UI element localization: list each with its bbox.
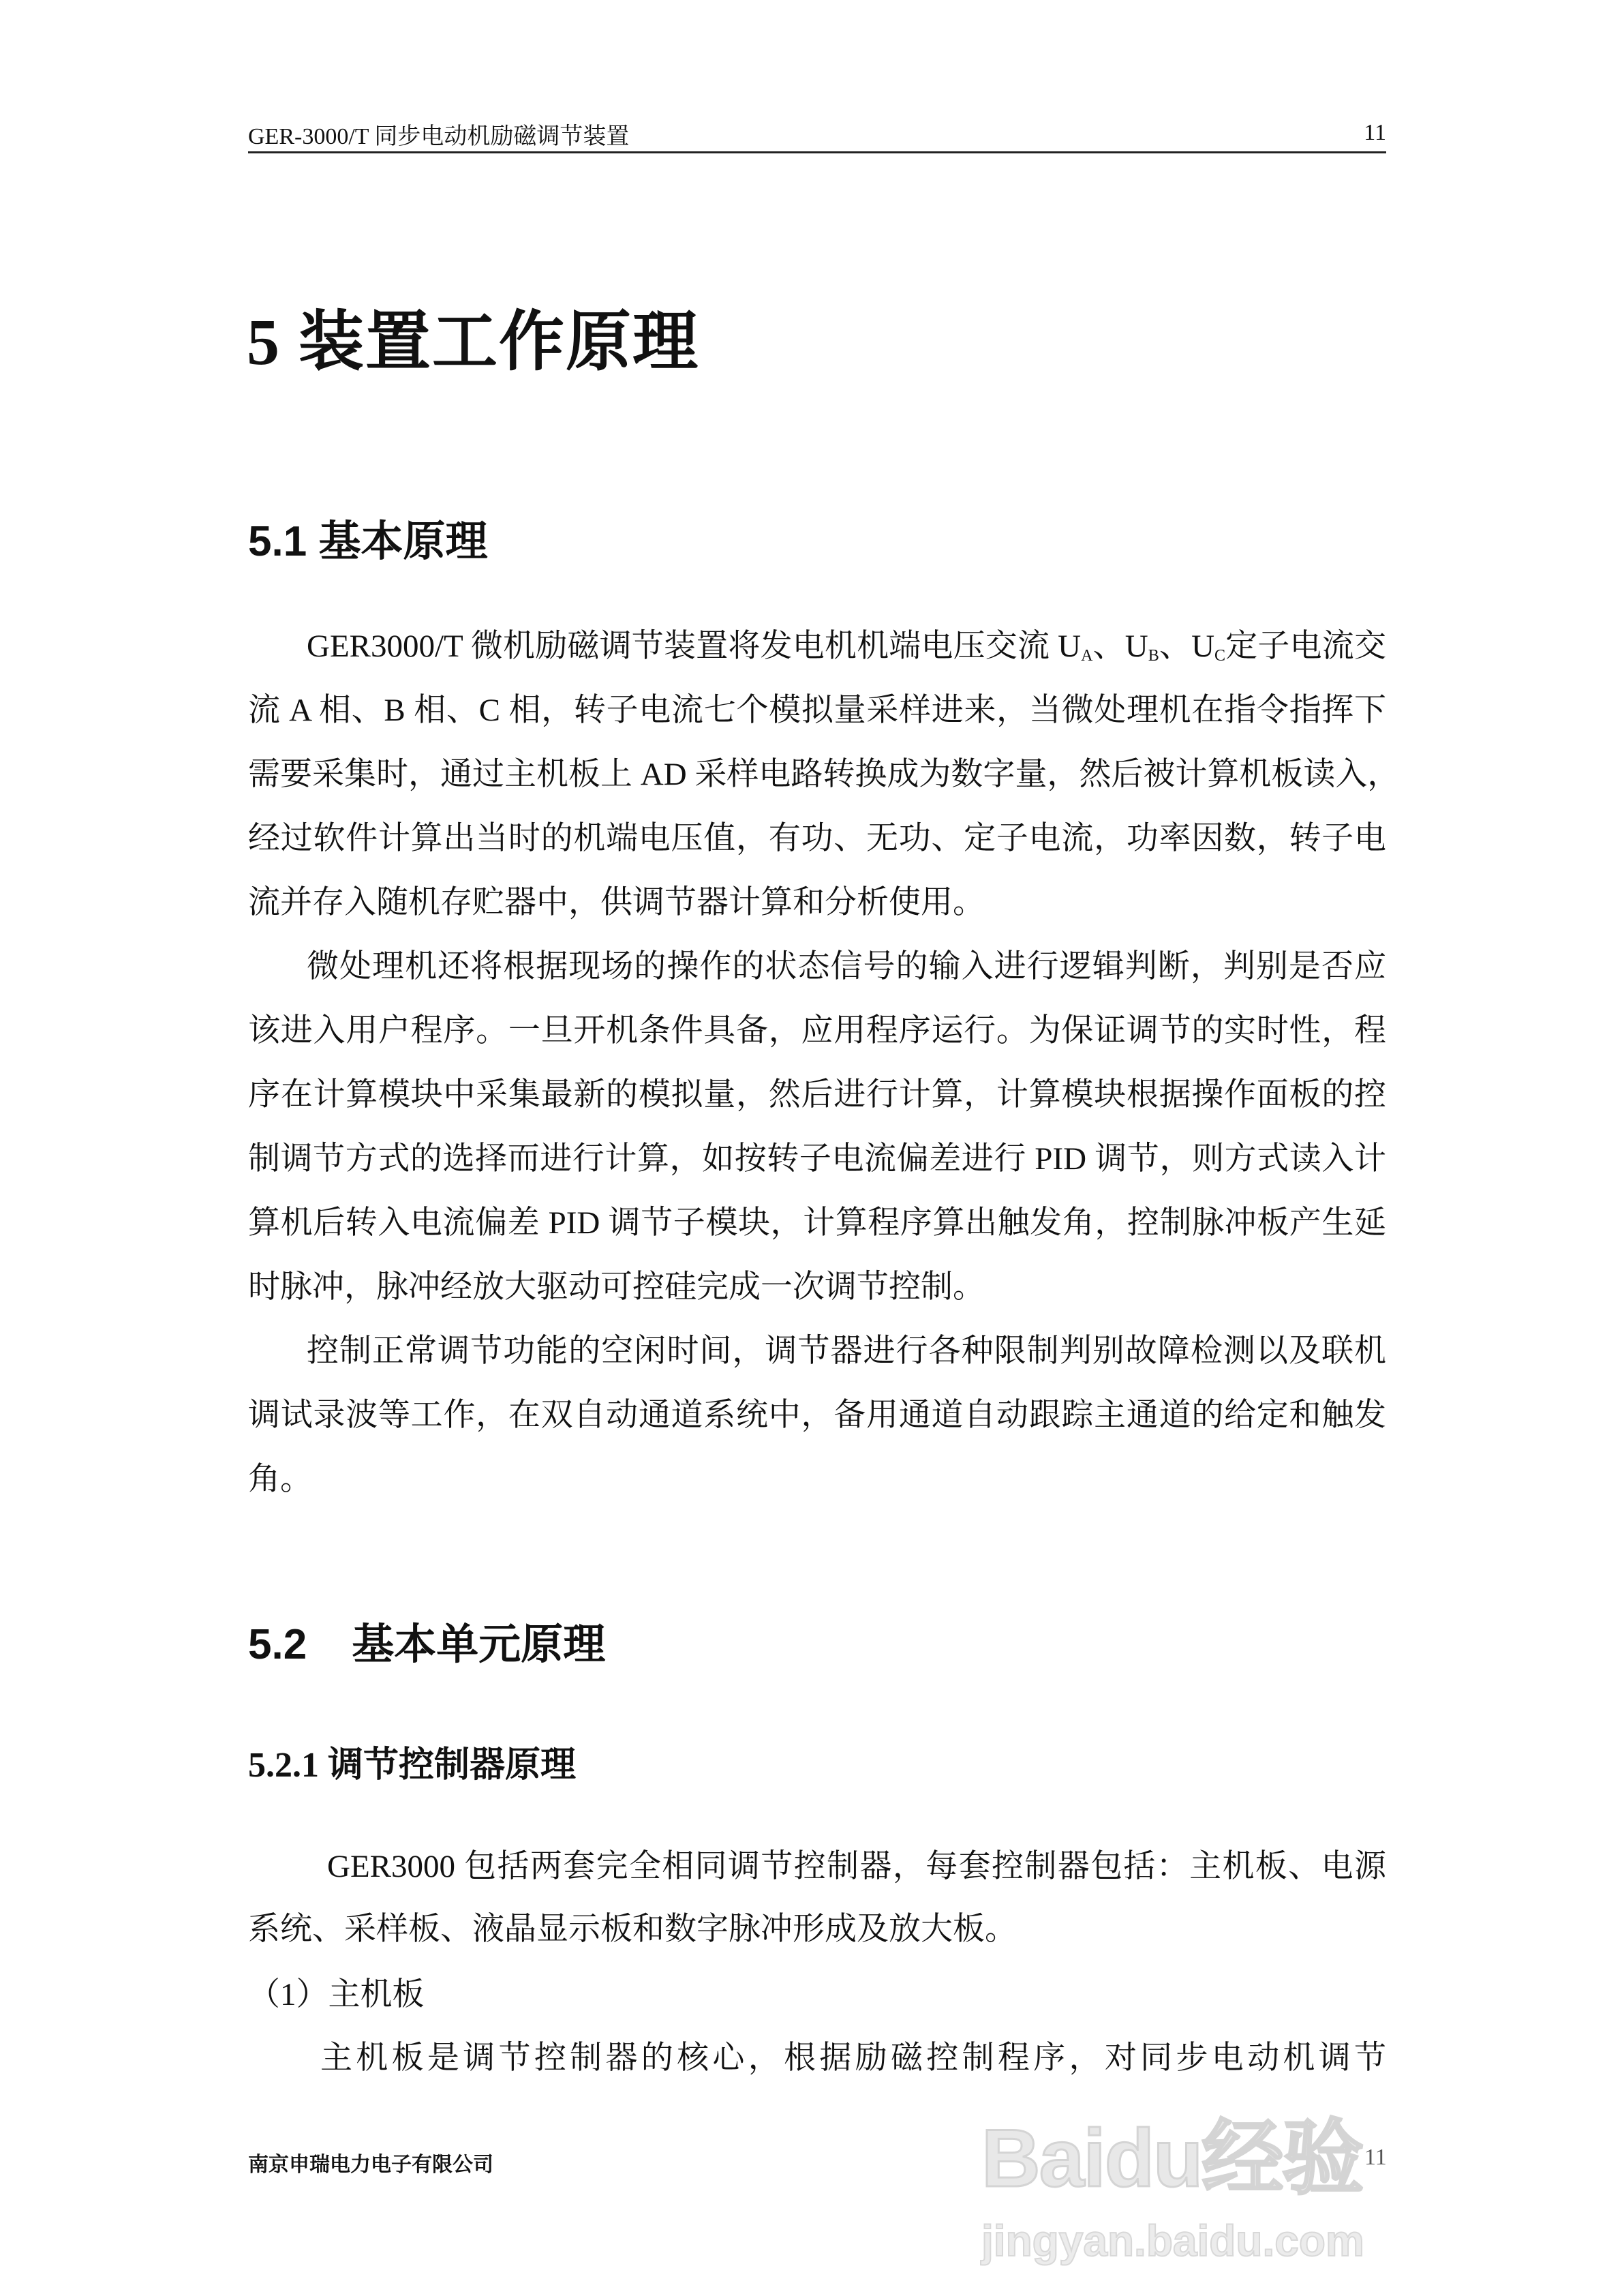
paragraph-line: 需要采集时，通过主机板上 AD 采样电路转换成为数字量，然后被计算机板读入，	[248, 757, 1400, 792]
paragraph-line: 经过软件计算出当时的机端电压值，有功、无功、定子电流，功率因数，转子电	[248, 821, 1386, 856]
section-heading-5-2	[248, 1610, 605, 1671]
paragraph-line: 角。	[248, 1462, 312, 1497]
paragraph-line: GER3000/T 微机励磁调节装置将发电机机端电压交流 $U_A$、$U_B$、$U_C$定子电流交	[307, 629, 1386, 665]
paragraph-line: 系统、采样板、液晶显示板和数字脉冲形成及放大板。	[248, 1912, 1017, 1947]
section-number: 5.1	[248, 518, 307, 565]
baidu-watermark-logo: Baidu经验	[981, 2113, 1363, 2204]
running-header-page-number: 11	[1364, 120, 1386, 145]
paragraph-line: 调试录波等工作，在双自动通道系统中，备用通道自动跟踪主通道的给定和触发	[248, 1398, 1386, 1433]
footer-company: 南京申瑞电力电子有限公司	[248, 2154, 493, 2176]
section-title: 基本单元原理	[352, 1621, 606, 1668]
section-number: 5.2	[248, 1621, 307, 1668]
running-header-title: GER-3000/T 同步电动机励磁调节装置	[248, 124, 630, 149]
list-item-label: （1）主机板	[248, 1977, 425, 2012]
paragraph-line: 算机后转入电流偏差 PID 调节子模块，计算程序算出触发角，控制脉冲板产生延	[248, 1205, 1386, 1241]
footer-page-number: 11	[1364, 2145, 1387, 2170]
header-rule	[248, 151, 1386, 153]
paragraph-line: 该进入用户程序。一旦开机条件具备，应用程序运行。为保证调节的实时性，程	[248, 1013, 1386, 1048]
chapter-title: 5 装置工作原理	[247, 305, 699, 378]
paragraph-line: 流并存入随机存贮器中，供调节器计算和分析使用。	[248, 885, 985, 920]
paragraph-line: 主机板是调节控制器的核心，根据励磁控制程序，对同步电动机调节	[320, 2040, 1386, 2076]
section-title: 基本原理	[318, 518, 488, 565]
paragraph-line: GER3000 包括两套完全相同调节控制器，每套控制器包括：主机板、电源	[327, 1849, 1386, 1884]
subsection-heading-5-2-1: 5.2.1 调节控制器原理	[248, 1746, 577, 1785]
paragraph-line: 流 A 相、B 相、C 相，转子电流七个模拟量采样进来，当微处理机在指令指挥下	[248, 693, 1386, 728]
paragraph-line: 序在计算模块中采集最新的模拟量，然后进行计算，计算模块根据操作面板的控	[248, 1077, 1386, 1113]
section-heading-5-1	[248, 507, 487, 568]
paragraph-line: 控制正常调节功能的空闲时间，调节器进行各种限制判别故障检测以及联机	[307, 1333, 1386, 1369]
baidu-watermark-url: jingyan.baidu.com	[981, 2216, 1364, 2265]
paragraph-line: 时脉冲，脉冲经放大驱动可控硅完成一次调节控制。	[248, 1269, 985, 1305]
paragraph-line: 制调节方式的选择而进行计算，如按转子电流偏差进行 PID 调节，则方式读入计	[248, 1141, 1386, 1177]
paragraph-line: 微处理机还将根据现场的操作的状态信号的输入进行逻辑判断，判别是否应	[307, 949, 1386, 984]
